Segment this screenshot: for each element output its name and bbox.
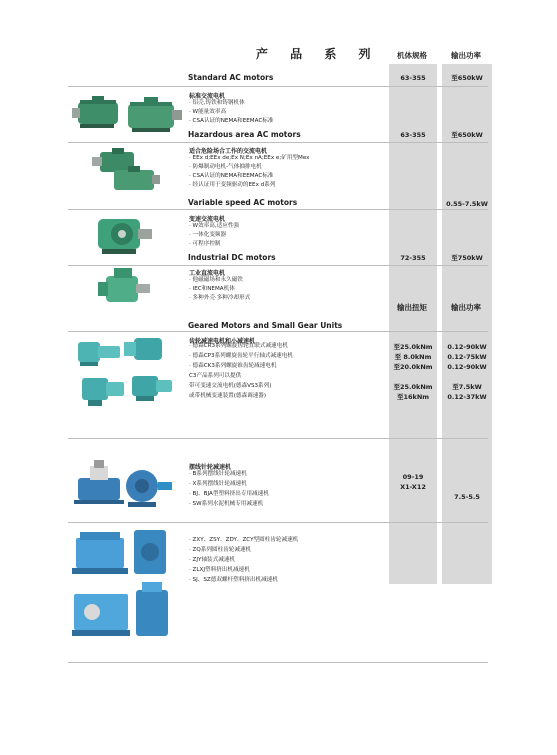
- sub-variable-speed: 变速交流电机: [189, 216, 226, 223]
- reducer-icon: [74, 460, 124, 504]
- list-item: · ZQ系列圆柱齿轮减速机: [189, 547, 252, 553]
- list-item: · 德森CK3系列螺旋锥齿轮减速电机: [189, 363, 277, 369]
- power-mech: 0.12-37kW: [447, 393, 487, 401]
- gearbox-icon: [72, 532, 128, 574]
- list-item: · 德森CP3系列螺旋齿轮平行轴式减速电机: [189, 353, 293, 359]
- page-title: 产 品 系 列: [256, 47, 380, 61]
- divider: [68, 86, 488, 87]
- spec-industrial-dc: 72-355: [400, 254, 426, 262]
- sub-geared-motors: 齿轮减速电机和小减速机: [189, 338, 256, 345]
- divider: [68, 438, 488, 439]
- power-hazardous-ac: 至650kW: [451, 131, 483, 139]
- spec-standard-ac: 63-355: [400, 74, 426, 82]
- list-item: · SW系列水泥机械专用减速机: [189, 501, 264, 507]
- power-vs3: 至7.5kW: [452, 383, 482, 391]
- motor-icon: [128, 97, 182, 132]
- sub-industrial-dc: 工业直流电机: [189, 270, 226, 277]
- list-item: · 铝壳,铸铁和铸钢机体: [189, 100, 245, 106]
- col-power-header-2: 输出功率: [451, 303, 481, 312]
- motor-icon: [92, 148, 134, 172]
- reducer-icon: [126, 470, 172, 507]
- cycloidal-power: 7.5-5.5: [454, 493, 480, 501]
- list-item: · BJ、BJA型塑料挤出专用减速机: [189, 491, 269, 497]
- gear-motor-icon: [82, 378, 124, 406]
- list-item: · 德森CR3系列螺旋齿轮直联式减速电机: [189, 343, 288, 349]
- cycloidal-spec-x: X1-X12: [400, 483, 426, 491]
- sub-cycloidal: 摆线针轮减速机: [189, 464, 232, 471]
- power-industrial-dc: 至750kW: [451, 254, 483, 262]
- torque-mech: 至16kNm: [396, 393, 430, 401]
- motor-icon: [72, 96, 118, 128]
- torque-cr3: 至25.0kNm: [393, 343, 433, 351]
- divider: [68, 331, 488, 332]
- industrial-gearboxes-photo: [72, 528, 172, 648]
- col-torque-header: 输出扭矩: [397, 303, 427, 312]
- gear-motor-icon: [132, 376, 172, 401]
- standard-ac-motors-photo: [72, 88, 184, 138]
- power-standard-ac: 至650kW: [451, 74, 483, 82]
- list-item: 或带机械变速装置(德森调速器): [189, 393, 267, 399]
- motor-icon: [98, 268, 150, 302]
- list-item: · 他磁磁场和永久磁铁: [189, 277, 243, 283]
- list-item: · 可程序控制: [189, 241, 221, 247]
- sub-hazardous-ac: 适合危险场合工作的交流电机: [189, 148, 268, 155]
- list-item: · ZXY、ZSY、ZDY、ZCY型圆柱齿轮减速机: [189, 537, 299, 543]
- list-item: · ZLXJ塑料挤出机减速机: [189, 567, 250, 573]
- spec-hazardous-ac: 63-355: [400, 131, 426, 139]
- power-variable-speed: 0.55-7.5kW: [446, 200, 488, 208]
- list-item: C3产品系列可以提供: [189, 373, 242, 379]
- industrial-dc-motor-photo: [96, 266, 152, 312]
- list-item: · EEx d;EEx de;Ex N;Ex nA;EEx e;矿用型Mex: [189, 155, 310, 161]
- bottom-divider: [68, 662, 488, 663]
- section-title-hazardous-ac: Hazardous area AC motors: [188, 130, 301, 139]
- list-item: · 经认证用于变频驱动的EEx d系列: [189, 182, 276, 188]
- geared-motors-photo: [74, 334, 174, 414]
- sub-standard-ac: 标准交流电机: [189, 93, 226, 100]
- list-item: · CSA认证的NEMA和EEMAC标准: [189, 173, 274, 179]
- power-cr3: 0.12-90kW: [447, 343, 487, 351]
- list-item: · ZJY轴装式减速机: [189, 557, 236, 563]
- section-title-variable-speed: Variable speed AC motors: [188, 198, 298, 207]
- list-item: · X系列摆线针轮减速机: [189, 481, 247, 487]
- cycloidal-spec-b: 09-19: [402, 473, 424, 481]
- torque-ck3: 至20.0kNm: [393, 363, 433, 371]
- list-item: · 防爆制动电机-气体抽排电机: [189, 164, 262, 170]
- list-item: · B系列摆线针轮减速机: [189, 471, 247, 477]
- torque-cp3: 至 8.0kNm: [394, 353, 432, 361]
- section-title-geared-motors: Geared Motors and Small Gear Units: [188, 321, 343, 330]
- col-spec-header: 机体规格: [397, 51, 427, 60]
- gear-motor-icon: [124, 338, 162, 360]
- hazardous-ac-motors-photo: [92, 146, 160, 194]
- motor-icon: [98, 219, 152, 254]
- divider: [68, 522, 488, 523]
- power-cp3: 0.12-75kW: [447, 353, 487, 361]
- divider: [68, 142, 488, 143]
- list-item: · SJ、SZ德双螺杆塑料挤出机减速机: [189, 577, 278, 583]
- variable-speed-motor-photo: [92, 211, 154, 257]
- list-item: · 多种外壳·多种冷却形式: [189, 295, 251, 301]
- gearbox-icon: [72, 594, 130, 636]
- cycloidal-reducers-photo: [74, 456, 174, 516]
- section-title-industrial-dc: Industrial DC motors: [188, 253, 276, 262]
- power-ck3: 0.12-90kW: [447, 363, 487, 371]
- section-title-standard-ac: Standard AC motors: [188, 73, 274, 82]
- list-item: · W效率高,适应性强: [189, 223, 240, 229]
- divider: [68, 209, 488, 210]
- list-item: · IEC和NEMA机体: [189, 286, 235, 292]
- col-power-header: 输出功率: [451, 51, 481, 60]
- list-item: · 一体化变频器: [189, 232, 227, 238]
- list-item: · CSA认证的NEMA和EEMAC标准: [189, 118, 274, 124]
- gear-motor-icon: [78, 342, 120, 366]
- torque-vs3: 至25.0kNm: [393, 383, 433, 391]
- gearbox-icon: [134, 530, 166, 574]
- list-item: 带可变速交流电机(德森VS3系列): [189, 383, 272, 389]
- gearbox-icon: [136, 582, 168, 636]
- list-item: · W能量效率高: [189, 109, 227, 115]
